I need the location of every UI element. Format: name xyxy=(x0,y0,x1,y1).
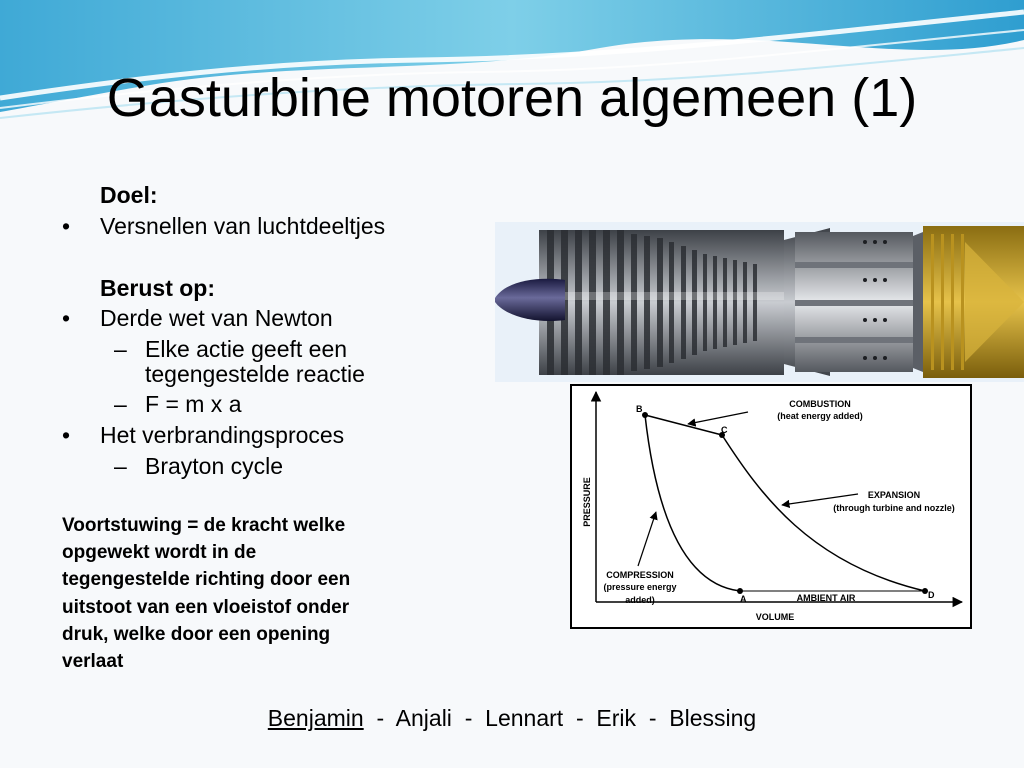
bullet-marker: • xyxy=(62,422,71,448)
basis-sub-action-2: tegengestelde reactie xyxy=(145,361,365,387)
footer-separator: - xyxy=(464,705,473,731)
point-b-label: B xyxy=(636,404,643,414)
footer-separator: - xyxy=(575,705,584,731)
y-axis-label: PRESSURE xyxy=(582,477,592,527)
goal-heading: Doel: xyxy=(100,182,158,208)
combustion-sublabel: (heat energy added) xyxy=(777,411,863,421)
bullet-marker: • xyxy=(62,305,71,331)
expansion-label: EXPANSION xyxy=(867,490,921,500)
note-line: uitstoot van een vloeistof onder xyxy=(62,596,350,618)
point-b-marker xyxy=(642,412,648,418)
basis-heading: Berust op: xyxy=(100,275,215,301)
ambient-air-label: AMBIENT AIR xyxy=(796,593,856,603)
footer-names xyxy=(0,703,1024,733)
dash-marker: – xyxy=(114,336,127,362)
footer-name: Blessing xyxy=(669,705,757,731)
note-line: Voortstuwing = de kracht welke xyxy=(62,515,346,536)
footer-name-link[interactable]: Benjamin xyxy=(267,705,364,731)
point-c-label: C xyxy=(721,425,728,435)
basis-sub-action-1: Elke actie geeft een xyxy=(145,336,348,362)
slide-title: Gasturbine motoren algemeen (1) xyxy=(106,68,918,128)
point-a-label: A xyxy=(740,594,747,604)
footer-separator: - xyxy=(376,705,385,731)
point-d-label: D xyxy=(928,590,935,600)
brayton-cycle-diagram xyxy=(570,384,972,629)
basis-sub-brayton: Brayton cycle xyxy=(145,453,284,479)
footer-name: Anjali xyxy=(395,705,452,731)
dash-marker: – xyxy=(114,453,127,479)
goal-item: Versnellen van luchtdeeltjes xyxy=(100,213,386,239)
compression-sublabel-1: (pressure energy xyxy=(603,582,677,592)
note-line: verlaat xyxy=(62,651,124,673)
jet-engine-illustration xyxy=(495,222,1024,382)
dash-marker: – xyxy=(114,391,127,417)
propulsion-note xyxy=(62,512,452,675)
footer-name: Lennart xyxy=(485,705,564,731)
combustion-label: COMBUSTION xyxy=(789,399,851,409)
footer-separator: - xyxy=(648,705,657,731)
basis-sub-formula: F = m x a xyxy=(145,391,242,417)
note-line: opgewekt wordt in de xyxy=(62,542,257,564)
compression-sublabel-2: added) xyxy=(625,595,655,605)
bullet-marker: • xyxy=(62,213,71,239)
note-line: tegengestelde richting door een xyxy=(62,569,351,591)
basis-item-combustion: Het verbrandingsproces xyxy=(100,422,345,448)
x-axis-label: VOLUME xyxy=(755,612,795,622)
basis-item-newton: Derde wet van Newton xyxy=(100,305,333,331)
compression-label: COMPRESSION xyxy=(606,570,674,580)
expansion-sublabel: (through turbine and nozzle) xyxy=(833,503,955,513)
footer-name: Erik xyxy=(596,705,637,731)
note-line: druk, welke door een opening xyxy=(62,623,331,645)
